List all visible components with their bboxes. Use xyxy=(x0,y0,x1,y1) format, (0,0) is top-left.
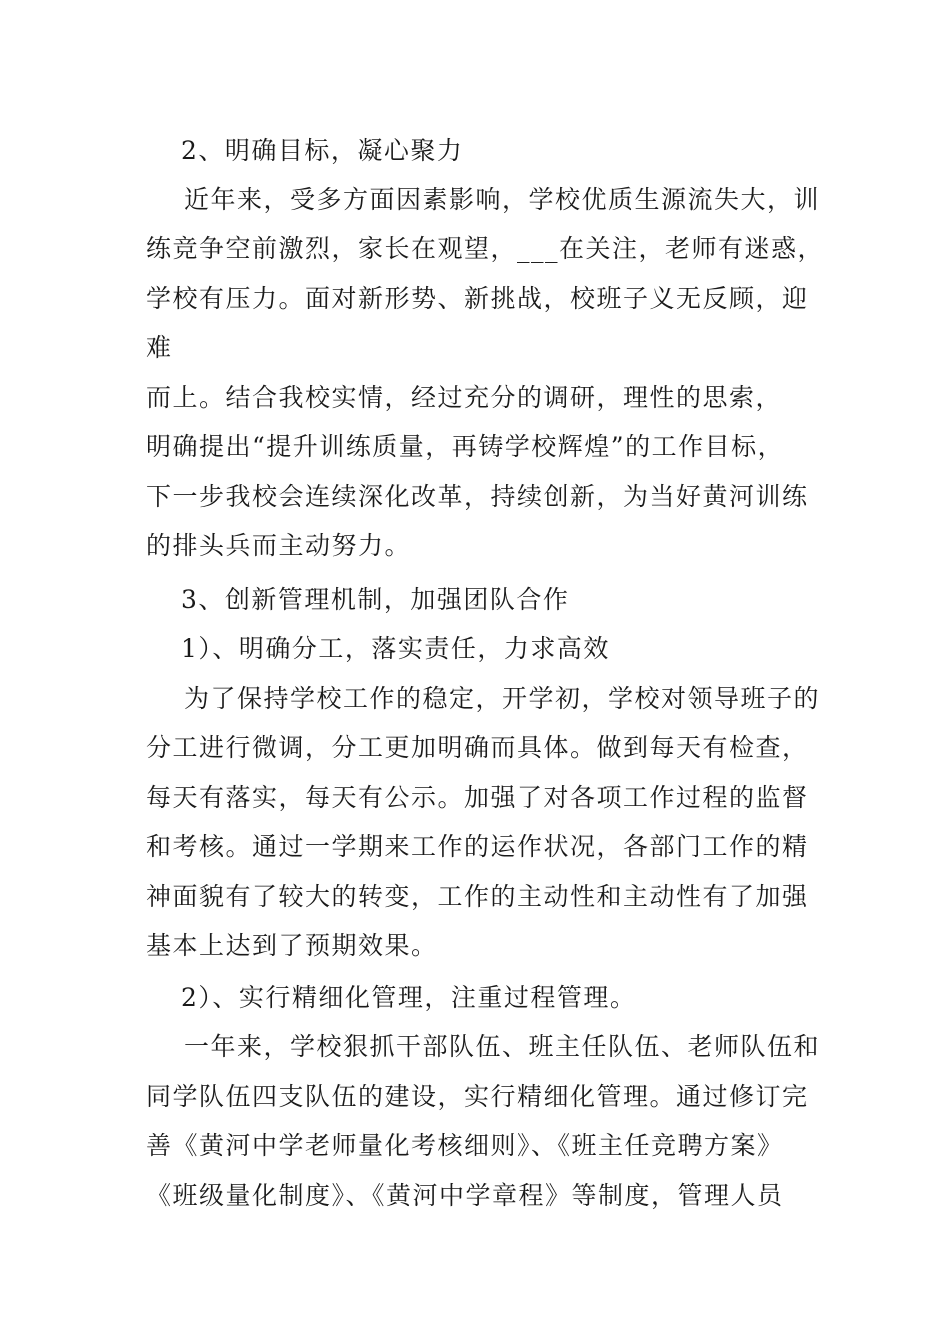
paragraph-line: 明确提出“提升训练质量，再铸学校辉煌”的工作目标， xyxy=(146,432,785,461)
heading-management: 3、创新管理机制，加强团队合作 xyxy=(181,585,570,614)
paragraph-line: 同学队伍四支队伍的建设，实行精细化管理。通过修订完 xyxy=(146,1082,809,1111)
paragraph-line: 下一步我校会连续深化改革，持续创新，为当好黄河训练 xyxy=(146,482,809,511)
paragraph-line: 和考核。通过一学期来工作的运作状况，各部门工作的精 xyxy=(146,832,809,861)
paragraph-line: 难 xyxy=(146,333,173,362)
paragraph-line: 每天有落实，每天有公示。加强了对各项工作过程的监督 xyxy=(146,783,809,812)
paragraph-line: 为了保持学校工作的稳定，开学初，学校对领导班子的 xyxy=(184,684,821,713)
paragraph-line: 而上。结合我校实情，经过充分的调研，理性的思索， xyxy=(146,383,783,412)
paragraph-line: 基本上达到了预期效果。 xyxy=(146,931,438,960)
paragraph-line: 近年来，受多方面因素影响，学校优质生源流失大，训 xyxy=(184,185,821,214)
paragraph-line: 《班级量化制度》、《黄河中学章程》等制度，管理人员 xyxy=(146,1181,784,1210)
paragraph-line: 的排头兵而主动努力。 xyxy=(146,531,412,560)
subheading-refined: 2）、实行精细化管理，注重过程管理。 xyxy=(181,983,637,1012)
paragraph-line: 善《黄河中学老师量化考核细则》、《班主任竞聘方案》 xyxy=(146,1131,784,1160)
paragraph-line: 一年来，学校狠抓干部队伍、班主任队伍、老师队伍和 xyxy=(184,1032,821,1061)
paragraph-line: 神面貌有了较大的转变，工作的主动性和主动性有了加强 xyxy=(146,882,809,911)
paragraph-line: 分工进行微调，分工更加明确而具体。做到每天有检查， xyxy=(146,733,809,762)
heading-goal: 2、明确目标，凝心聚力 xyxy=(181,136,464,165)
paragraph-line: 练竞争空前激烈，家长在观望，___在关注，老师有迷惑， xyxy=(146,234,825,263)
paragraph-line: 学校有压力。面对新形势、新挑战，校班子义无反顾，迎 xyxy=(146,284,809,313)
subheading-division: 1）、明确分工，落实责任，力求高效 xyxy=(181,634,610,663)
